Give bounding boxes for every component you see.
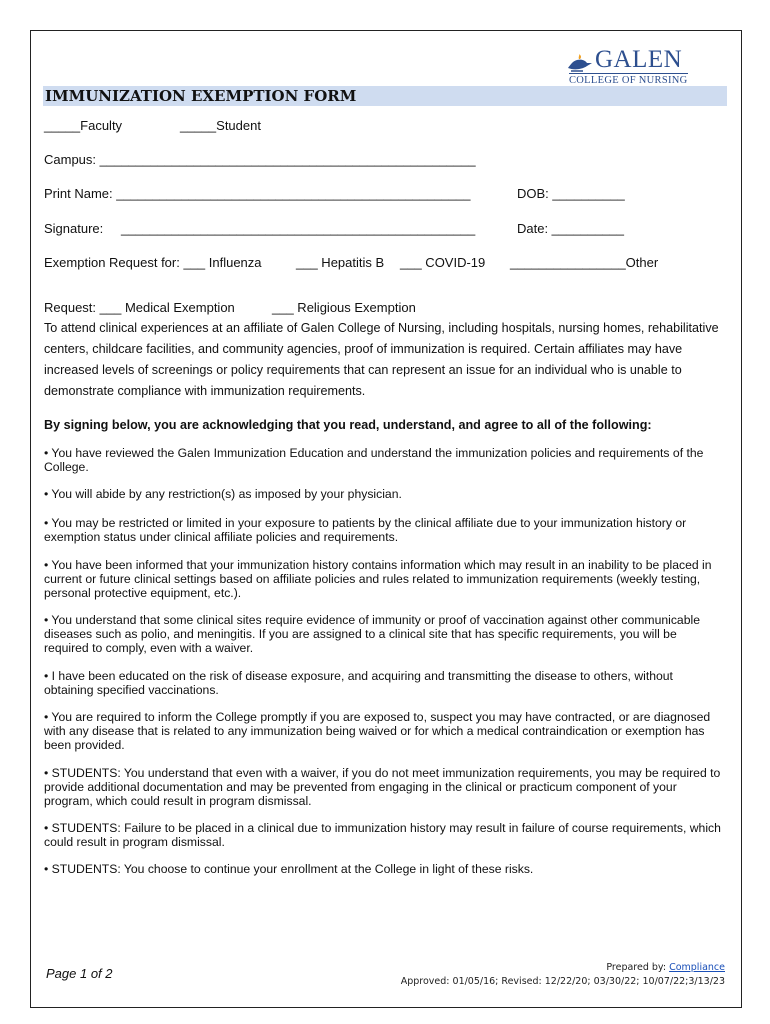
campus-field[interactable]: Campus: ____________________________________________________: [44, 152, 476, 167]
bullet-item: • You have been informed that your immunization history contains information which may result in an inability to be placed in current or future clinical settings based on affiliate policies and rules related to immunization requirements (weekly testing, personal protective equipment, etc.).: [44, 558, 712, 600]
logo-name: GALEN: [595, 46, 683, 73]
form-title: IMMUNIZATION EXEMPTION FORM: [45, 87, 357, 105]
bullet-item: • STUDENTS: You choose to continue your enrollment at the College in light of these risks.: [44, 862, 534, 876]
galen-logo: [567, 48, 691, 88]
faculty-option[interactable]: _____Faculty: [44, 118, 123, 133]
compliance-link[interactable]: Compliance: [669, 962, 725, 973]
exemption-covid-19[interactable]: ___ COVID-19: [400, 255, 486, 270]
signature-field[interactable]: _________________________________________________: [121, 221, 476, 236]
bullet-item: • STUDENTS: Failure to be placed in a clinical due to immunization history may result in failure of course requirements, which could result in program dismissal.: [44, 821, 721, 849]
logo-subtitle: COLLEGE OF NURSING: [569, 75, 688, 86]
request-medical[interactable]: Request: ___ Medical Exemption: [44, 300, 235, 315]
dob-field[interactable]: DOB: __________: [517, 186, 625, 201]
intro-paragraph: To attend clinical experiences at an affiliate of Galen College of Nursing, including hospitals, nursing homes, rehabilitative centers, childcare facilities, and community agencies, proof of immunization is required. Certain affiliates may have increased levels of screenings or policy requirements that can represent an issue for an individual who is unable to demonstrate compliance with immunization requirements.: [44, 321, 719, 398]
acknowledge-heading: By signing below, you are acknowledging that you read, understand, and agree to all of the following:: [44, 418, 652, 432]
request-religious[interactable]: ___ Religious Exemption: [272, 300, 416, 315]
date-field[interactable]: Date: __________: [517, 221, 624, 236]
bullet-item: • You will abide by any restriction(s) as imposed by your physician.: [44, 487, 402, 501]
print-name-field[interactable]: Print Name: _________________________________________________: [44, 186, 471, 201]
approved-dates: Approved: 01/05/16; Revised: 12/22/20; 03/30/22; 10/07/22;3/13/23: [400, 976, 725, 987]
bullet-item: • You understand that some clinical sites require evidence of immunity or proof of vaccination against other communicable diseases such as polio, and meningitis. If you are assigned to a clinical site that has specific requirements, you will be required to comply, even with a waiver.: [44, 613, 700, 655]
bullet-item: • I have been educated on the risk of disease exposure, and acquiring and transmitting the disease to others, without obtaining specified vaccinations.: [44, 669, 673, 697]
exemption-influenza[interactable]: Exemption Request for: ___ Influenza: [44, 255, 262, 270]
lamp-icon: [567, 54, 593, 72]
signature-label: Signature:: [44, 221, 104, 236]
page-number: Page 1 of 2: [46, 966, 113, 981]
footer-info: [401, 961, 725, 989]
bullet-item: • You have reviewed the Galen Immunization Education and understand the immunization policies and requirements of the College.: [44, 446, 704, 474]
bullet-item: • You are required to inform the College promptly if you are exposed to, suspect you may have contracted, or are diagnosed with any disease that is related to any immunization being waived or for which a medical contraindication or exemption has been provided.: [44, 710, 711, 752]
student-option[interactable]: _____Student: [180, 118, 261, 133]
prepared-by-label: Prepared by:: [606, 962, 670, 973]
bullet-item: • STUDENTS: You understand that even with a waiver, if you do not meet immunization requirements, you may be required to provide additional documentation and may be prevented from engaging in the clinical or practicum component of your program, which could result in program dismissal.: [44, 766, 721, 808]
exemption-other[interactable]: ________________Other: [510, 255, 659, 270]
bullet-item: • You may be restricted or limited in your exposure to patients by the clinical affiliate due to your immunization history or exemption status under clinical affiliate policies and requirements.: [44, 516, 687, 544]
exemption-hepatitis-b[interactable]: ___ Hepatitis B: [296, 255, 385, 270]
